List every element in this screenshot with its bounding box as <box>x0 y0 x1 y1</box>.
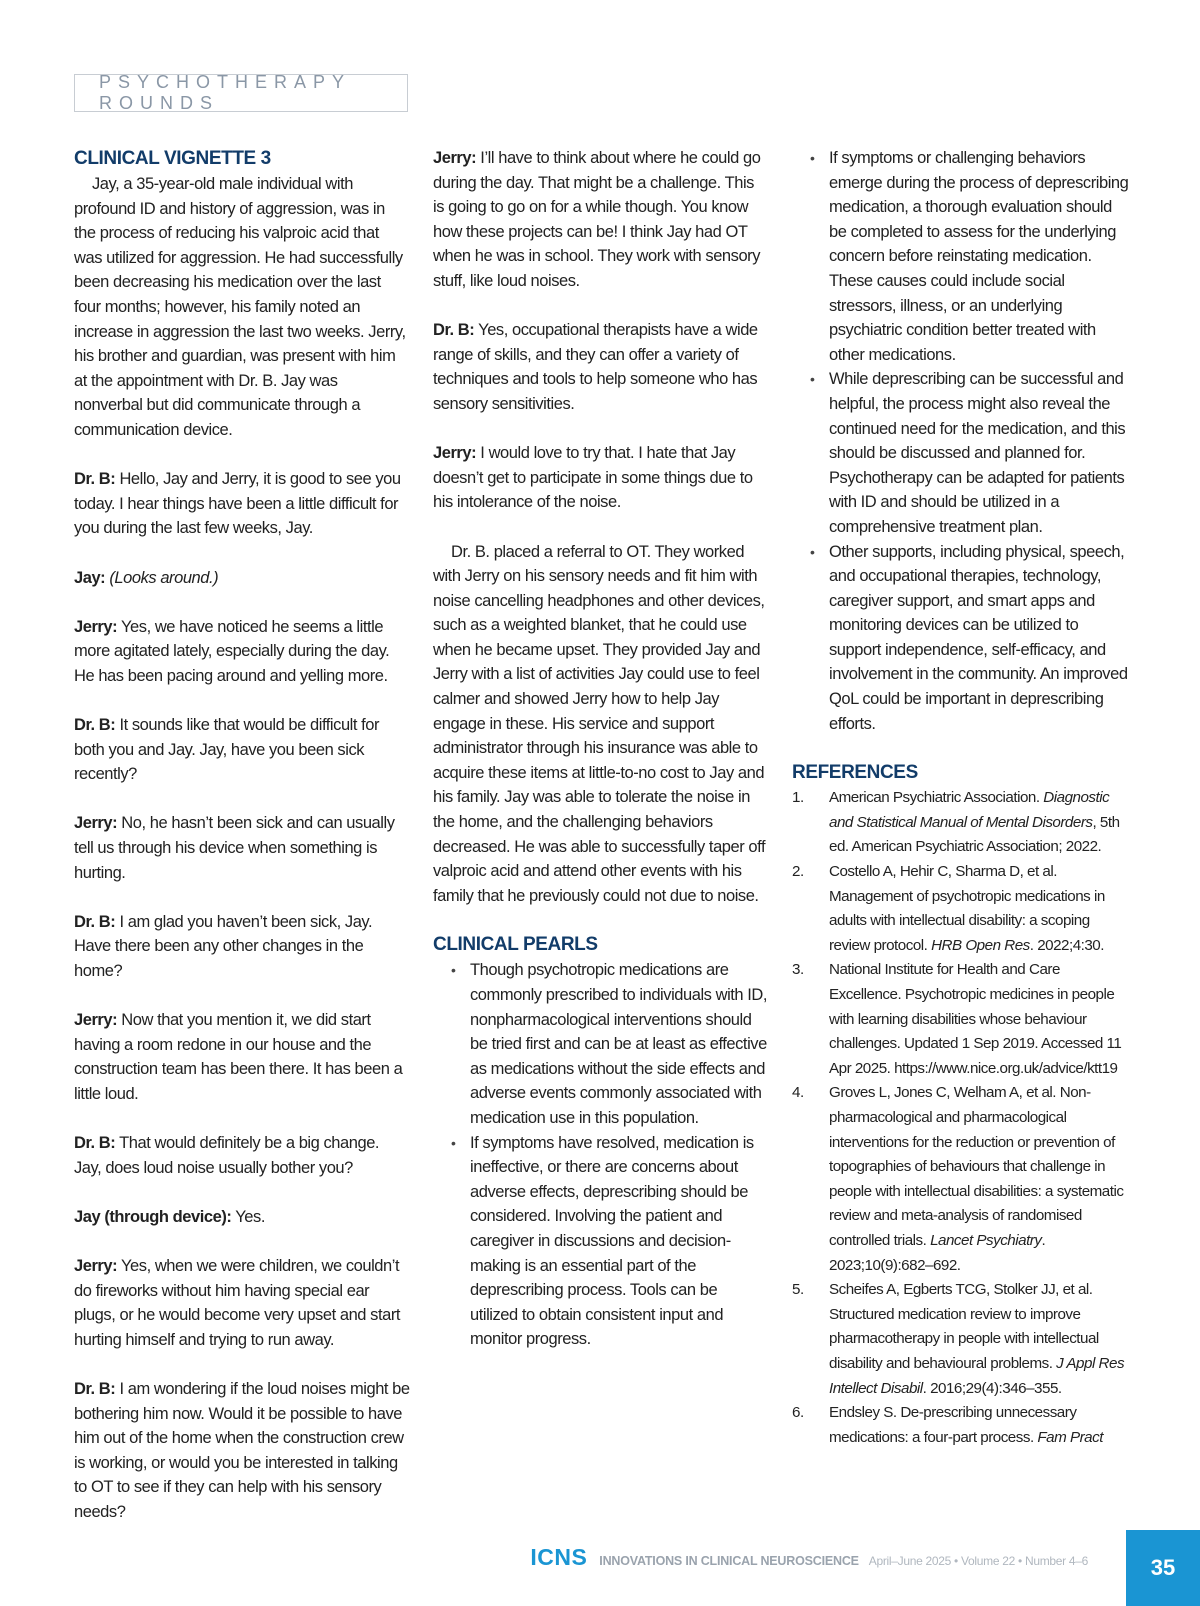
column-1 <box>74 146 410 1525</box>
journal-logo: ICNS <box>530 1544 588 1570</box>
reference-item <box>792 860 1132 958</box>
dialogue-text: No, he hasn’t been sick and can usually tell us through his device when something is hurting. <box>74 814 395 882</box>
pearl-item: • If symptoms have resolved, medication is ineffective, or there are concerns about adverse effects, deprescribing should be considered. Involving the patient and caregiver in discussions and decision-making is an essential part of the deprescribing process. Tools can be utilized to obtain consistent input and monitor progress. <box>470 1131 769 1352</box>
dialogue-text: Now that you mention it, we did start having a room redone in our house and the construction team has been there. It has been a little loud. <box>74 1011 403 1103</box>
journal-name: INNOVATIONS IN CLINICAL NEUROSCIENCE <box>599 1554 859 1568</box>
dialogue-line <box>74 566 410 591</box>
reference-item <box>792 786 1132 860</box>
speaker: Dr. B: <box>74 470 116 489</box>
speaker: Jerry: <box>74 1011 118 1030</box>
dialogue-text: Yes, we have noticed he seems a little more agitated lately, especially during the day. He has been pacing around and yelling more. <box>74 617 390 685</box>
footer-text <box>530 1544 1088 1571</box>
vignette-intro: Jay, a 35-year-old male individual with profound ID and history of aggression, was in the process of reducing his valproic acid that was utilized for aggression. He had successfully been decreasing his medication over the last four months; however, his family noted an increase in aggression the last two weeks. Jerry, his brother and guardian, was present with him at the appointment with Dr. B. Jay was nonverbal but did communicate through a communication device. <box>74 175 406 439</box>
reference-text: Costello A, Hehir C, Sharma D, et al. Management of psychotropic medications in adults with intellectual disability: a scoping review protocol. <box>829 863 1105 954</box>
reference-item <box>792 1081 1132 1278</box>
speaker: Dr. B: <box>74 912 116 931</box>
speaker: Jerry: <box>74 617 118 636</box>
reference-text: Scheifes A, Egberts TCG, Stolker JJ, et al. Structured medication review to improve pharmacotherapy in people with intellectual disability and behavioural problems. <box>829 1281 1099 1372</box>
speaker: Dr. B: <box>74 716 116 735</box>
reference-source: HRB Open Res <box>931 936 1030 954</box>
column-2 <box>433 146 769 1352</box>
speaker: Dr. B: <box>74 1380 116 1399</box>
reference-number: 3. <box>792 961 804 979</box>
dialogue-text: I’ll have to think about where he could go during the day. That might be a challenge. This is going to go on for a while though. You know how these projects can be! I think Jay had OT when he was in school. They work with sensory stuff, like loud noises. <box>433 149 761 290</box>
speaker: Jay: <box>74 568 106 587</box>
speaker: Jay (through device): <box>74 1207 232 1226</box>
dialogue-text: Yes, occupational therapists have a wide range of skills, and they can offer a variety of techniques and tools to help someone who has sensory sensitivities. <box>433 321 758 413</box>
reference-text: Groves L, Jones C, Welham A, et al. Non-pharmacological and pharmacological interventions for the reduction or prevention of topographies of behaviours that challenge in people with intellectual disabilities: a systematic review and meta-analysis of randomised controlled trials. <box>829 1084 1124 1249</box>
dialogue-line <box>74 713 410 787</box>
reference-number: 1. <box>792 789 804 807</box>
vignette-title: CLINICAL VIGNETTE 3 <box>74 148 271 169</box>
reference-source: Fam Pract <box>1037 1428 1103 1446</box>
dialogue-text: (Looks around.) <box>109 568 219 587</box>
pearl-item: • If symptoms or challenging behaviors emerge during the process of deprescribing medication, a thorough evaluation should be completed to assess for the underlying concern before reinstating medication. These causes could include social stressors, illness, or an underlying psychiatric condition better treated with other medications. <box>829 146 1132 367</box>
vignette-outcome: Dr. B. placed a referral to OT. They worked with Jerry on his sensory needs and fit him with noise cancelling headphones and other devices, such as a weighted blanket, that he could use when he became upset. They provided Jay and Jerry with a list of activities Jay could use to feel calmer and showed Jerry how to help Jay engage in these. His service and support administrator through his insurance was able to acquire these items at little-to-no cost to Jay and his family. Jay was able to tolerate the noise in the home, and the challenging behaviors decreased. He was able to successfully taper off valproic acid and attend other events with his family that he previously could not due to noise. <box>433 542 766 905</box>
reference-details: . 2023;10(9):682–692. <box>829 1231 1046 1274</box>
dialogue-text: Yes, when we were children, we couldn’t do fireworks without him having special ear plugs, or he would become very upset and start hurting himself and trying to run away. <box>74 1257 400 1349</box>
dialogue-line <box>74 1008 410 1106</box>
speaker: Dr. B: <box>433 321 475 340</box>
reference-details: . 2022;4:30. <box>1029 936 1104 954</box>
pearl-item: • Though psychotropic medications are commonly prescribed to individuals with ID, nonpharmacological interventions should be tried first and can be at least as effective as medications without the side effects and adverse events commonly associated with medication use in this population. <box>470 958 769 1130</box>
dialogue-text: I would love to try that. I hate that Jay doesn’t get to participate in some things due to his intolerance of the noise. <box>433 444 753 512</box>
section-tag: PSYCHOTHERAPY ROUNDS <box>74 74 408 112</box>
speaker: Jerry: <box>74 814 118 833</box>
dialogue-line <box>74 811 410 885</box>
dialogue-line <box>74 1131 410 1180</box>
reference-source: Diagnostic and Statistical Manual of Mental Disorders <box>829 789 1110 831</box>
pearls-title: CLINICAL PEARLS <box>433 934 598 956</box>
dialogue-text: Yes. <box>231 1207 265 1226</box>
reference-source: J Appl Res Intellect Disabil <box>829 1354 1125 1397</box>
pearls-list-continued <box>829 146 1132 736</box>
speaker: Dr. B: <box>74 1134 116 1153</box>
dialogue-line <box>433 318 769 416</box>
reference-details: . 2016;29(4):346–355. <box>922 1379 1062 1397</box>
dialogue-text: I am wondering if the loud noises might be bothering him now. Would it be possible to have him out of the home when the construction crew is working, or would you be interested in talking to OT to see if they can help with his sensory needs? <box>74 1380 410 1522</box>
pearls-list <box>470 958 769 1352</box>
dialogue-line <box>74 910 410 984</box>
column-3 <box>792 146 1132 1450</box>
references-list <box>792 786 1132 1450</box>
page-footer <box>0 1530 1200 1606</box>
dialogue-line <box>433 146 769 294</box>
reference-item <box>792 958 1132 1081</box>
reference-details: , 5th ed. American Psychiatric Association; 2022. <box>829 813 1120 856</box>
dialogue-text: Hello, Jay and Jerry, it is good to see you today. I hear things have been a little difficult for you during the last few weeks, Jay. <box>74 470 401 538</box>
dialogue-line <box>74 615 410 689</box>
reference-item <box>792 1401 1132 1450</box>
dialogue-line <box>74 1254 410 1352</box>
speaker: Jerry: <box>433 149 477 167</box>
reference-text: National Institute for Health and Care Excellence. Psychotropic medicines in people with learning disabilities whose behaviour challenges. Updated 1 Sep 2019. Accessed 11 Apr 2025. https://www.nice.org.uk/advice/ktt19 <box>829 961 1122 1077</box>
pearl-item: • Other supports, including physical, speech, and occupational therapies, technology, caregiver support, and smart apps and monitoring devices can be utilized to support independence, self-efficacy, and involvement in the community. An improved QoL could be important in deprescribing efforts. <box>829 540 1132 737</box>
reference-number: 5. <box>792 1281 804 1299</box>
reference-number: 6. <box>792 1404 804 1422</box>
page-number: 35 <box>1126 1530 1200 1606</box>
reference-number: 2. <box>792 863 804 881</box>
dialogue-text: It sounds like that would be difficult for both you and Jay. Jay, have you been sick recently? <box>74 716 380 784</box>
reference-source: Lancet Psychiatry <box>930 1231 1042 1249</box>
speaker: Jerry: <box>433 444 477 463</box>
reference-item <box>792 1278 1132 1401</box>
dialogue-line <box>433 441 769 515</box>
issue-info: April–June 2025 • Volume 22 • Number 4–6 <box>868 1554 1088 1568</box>
dialogue-line <box>74 467 410 541</box>
dialogue-text: I am glad you haven’t been sick, Jay. Have there been any other changes in the home? <box>74 912 373 980</box>
reference-text: Endsley S. De-prescribing unnecessary medications: a four-part process. <box>829 1404 1077 1446</box>
pearl-item: • While deprescribing can be successful and helpful, the process might also reveal the continued need for the medication, and this should be discussed and planned for. Psychotherapy can be adapted for patients with ID and should be utilized in a comprehensive treatment plan. <box>829 367 1132 539</box>
dialogue-text: That would definitely be a big change. Jay, does loud noise usually bother you? <box>74 1134 380 1177</box>
speaker: Jerry: <box>74 1257 118 1276</box>
dialogue-line <box>74 1377 410 1525</box>
references-title: REFERENCES <box>792 762 918 784</box>
reference-text: American Psychiatric Association. <box>829 789 1044 807</box>
reference-number: 4. <box>792 1084 804 1102</box>
dialogue-line <box>74 1205 410 1230</box>
